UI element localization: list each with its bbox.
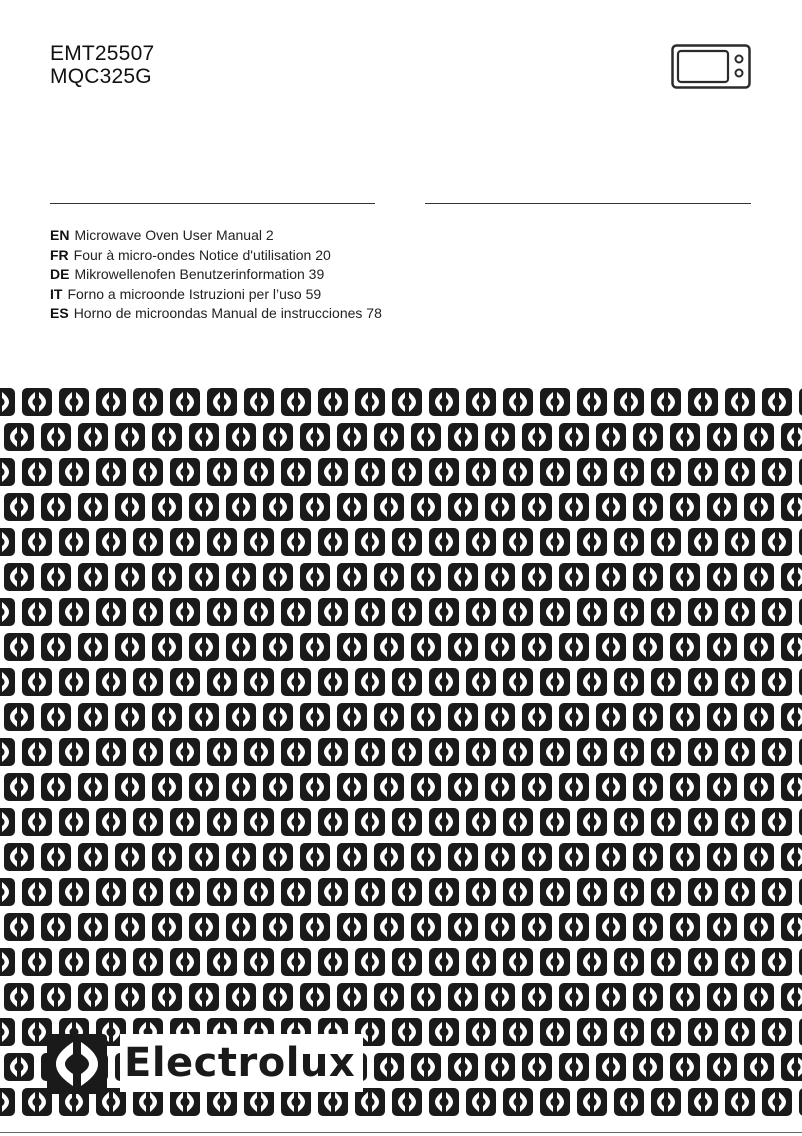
- language-title: Forno a microonde Istruzioni per l’uso 59: [67, 285, 322, 302]
- language-title: Mikrowellenofen Benutzerinformation 39: [74, 266, 325, 283]
- language-item-es: [50, 304, 382, 324]
- model-number-primary: EMT25507: [50, 42, 155, 65]
- divider-right: [425, 203, 751, 204]
- divider-left: [50, 203, 375, 204]
- language-item-de: [50, 265, 382, 285]
- language-item-it: [50, 285, 382, 305]
- language-title: Horno de microondas Manual de instrucciones 78: [73, 305, 382, 322]
- language-list: [50, 226, 382, 324]
- electrolux-logo-pattern: [0, 385, 802, 1119]
- electrolux-logo-icon: [47, 1034, 107, 1094]
- model-number-secondary: MQC325G: [50, 65, 152, 88]
- language-title: Microwave Oven User Manual 2: [74, 227, 274, 243]
- language-item-fr: [50, 246, 382, 266]
- language-code: IT: [50, 285, 63, 302]
- language-code: DE: [50, 266, 70, 283]
- brand-name: Electrolux: [120, 1034, 363, 1092]
- microwave-oven-icon: [671, 44, 751, 89]
- language-code: EN: [50, 227, 70, 243]
- model-numbers: [50, 42, 154, 88]
- language-code: ES: [50, 305, 69, 322]
- language-title: Four à micro-ondes Notice d'utilisation 20: [73, 246, 331, 263]
- bottom-border: [0, 1132, 802, 1133]
- language-item-en: [50, 226, 382, 246]
- language-code: FR: [50, 246, 69, 263]
